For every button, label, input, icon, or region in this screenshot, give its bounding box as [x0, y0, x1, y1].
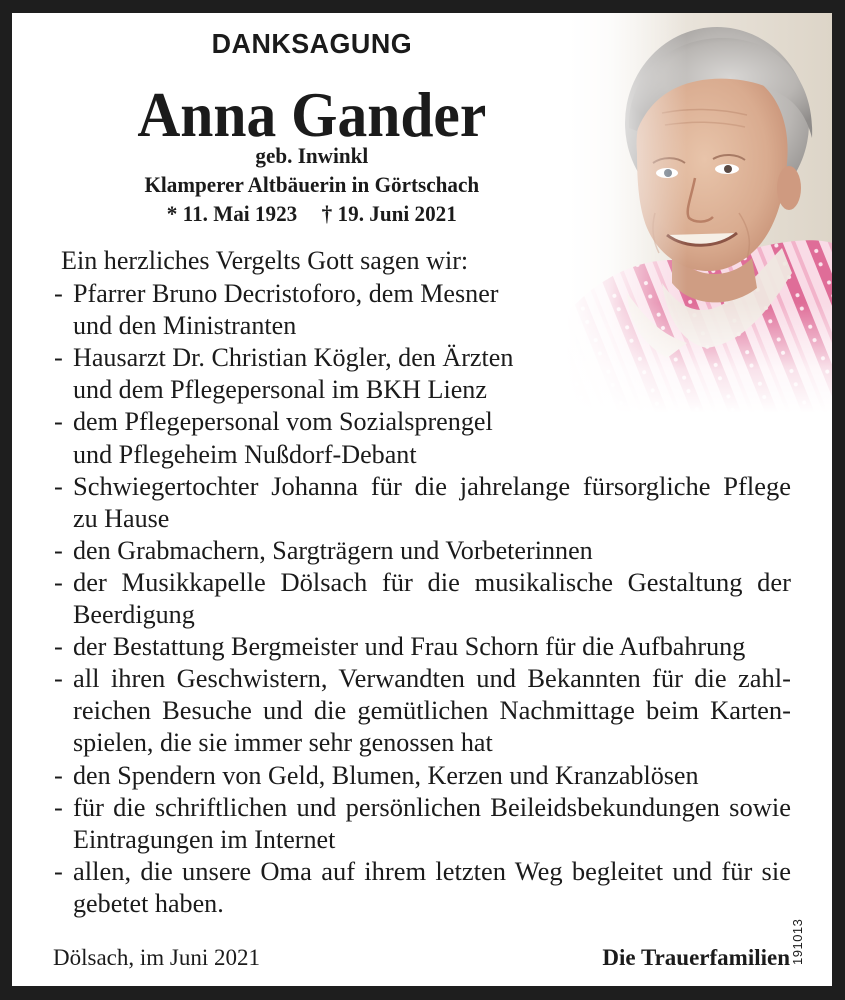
- list-item-continuation: reichen Besuche und die gemütlichen Nachmittage beim Karten-: [73, 695, 791, 726]
- list-item-continuation: und den Ministranten: [73, 310, 297, 341]
- list-item: den Spendern von Geld, Blumen, Kerzen und Kranzablösen: [73, 759, 699, 790]
- list-bullet: -: [54, 759, 63, 790]
- list-bullet: -: [54, 406, 63, 437]
- ad-code: 191013: [790, 918, 805, 965]
- list-bullet: -: [54, 342, 63, 373]
- list-item: Hausarzt Dr. Christian Kögler, den Ärzten: [73, 342, 514, 373]
- list-bullet: -: [54, 855, 63, 886]
- deceased-description: Klamperer Altbäuerin in Görtschach: [144, 172, 480, 197]
- list-item-continuation: gebetet haben.: [73, 887, 224, 918]
- portrait-photo: [567, 13, 832, 413]
- signature: Die Trauerfamilien: [602, 945, 790, 970]
- maiden-name: geb. Inwinkl: [255, 143, 369, 168]
- list-item: Pfarrer Bruno Decristoforo, dem Mesner: [73, 278, 499, 308]
- list-bullet: -: [54, 566, 63, 597]
- list-bullet: -: [54, 278, 63, 308]
- birth-date: * 11. Mai 1923: [166, 201, 298, 226]
- list-item: für die schriftlichen und persönlichen Beileidsbekundungen sowie: [73, 791, 791, 822]
- list-item: allen, die unsere Oma auf ihrem letzten Weg begleitet und für sie: [73, 855, 791, 886]
- place-date: Dölsach, im Juni 2021: [53, 945, 260, 970]
- list-item-continuation: Eintragungen im Internet: [73, 823, 336, 854]
- list-bullet: -: [54, 631, 63, 662]
- list-item: der Bestattung Bergmeister und Frau Schorn für die Aufbahrung: [73, 631, 746, 662]
- list-item-continuation: und Pflegeheim Nußdorf-Debant: [73, 438, 417, 469]
- photo-fade-bottom: [567, 303, 832, 413]
- list-bullet: -: [54, 470, 63, 501]
- life-dates: [30, 199, 594, 228]
- list-item: dem Pflegepersonal vom Sozialsprengel: [73, 406, 493, 437]
- list-bullet: -: [54, 663, 63, 694]
- list-item-continuation: Beerdigung: [73, 599, 195, 629]
- obituary-notice: [12, 13, 832, 986]
- list-item: den Grabmachern, Sargträgern und Vorbeterinnen: [73, 534, 593, 565]
- list-item: Schwiegertochter Johanna für die jahrelange fürsorgliche Pflege: [73, 470, 791, 501]
- list-item-continuation: zu Hause: [73, 502, 170, 533]
- list-item: all ihren Geschwistern, Verwandten und Bekannten für die zahl-: [73, 663, 791, 694]
- thanks-intro: Ein herzliches Vergelts Gott sagen wir:: [61, 245, 469, 275]
- death-date: † 19. Juni 2021: [321, 201, 457, 226]
- notice-kicker: DANKSAGUNG: [211, 28, 413, 59]
- list-item: der Musikkapelle Dölsach für die musikalische Gestaltung der: [73, 566, 791, 597]
- deceased-name: Anna Gander: [137, 79, 487, 150]
- list-item-continuation: und dem Pflegepersonal im BKH Lienz: [73, 374, 487, 405]
- list-bullet: -: [54, 791, 63, 822]
- list-bullet: -: [54, 534, 63, 565]
- list-item-continuation: spielen, die sie immer sehr genossen hat: [73, 727, 493, 758]
